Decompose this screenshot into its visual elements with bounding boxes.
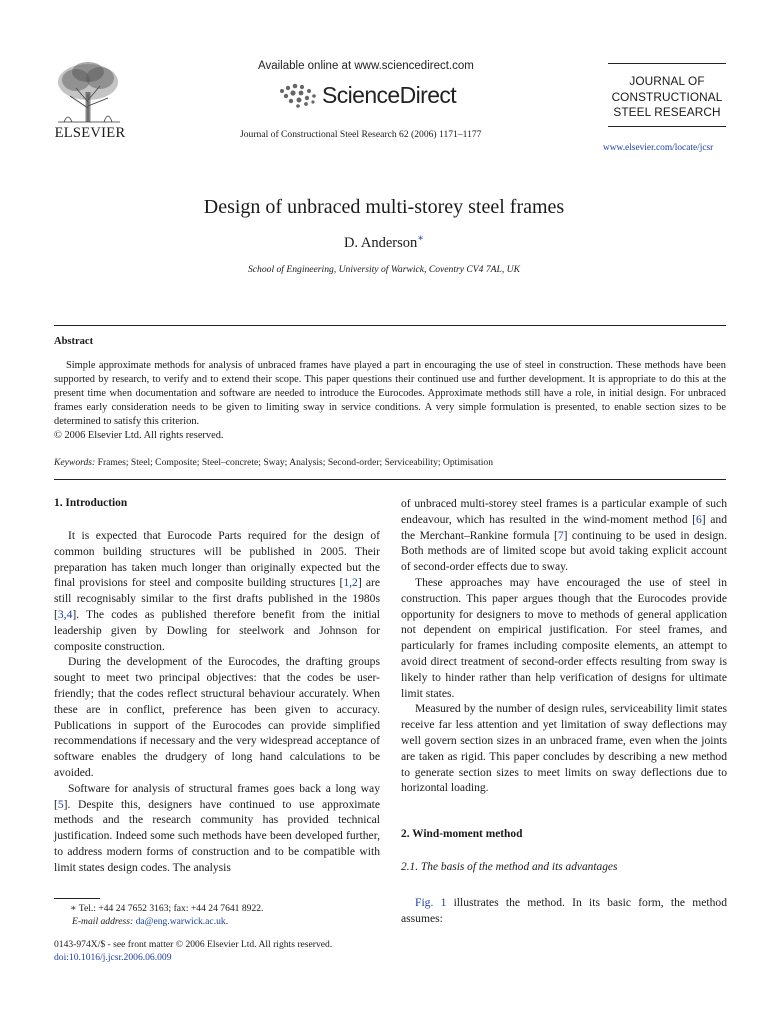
paragraph: Software for analysis of structural frames goes back a long way [5]. Despite this, designers have continued to use approximate methods and the research community has provided technical justification. Indeed some such methods have been developed further, to address modern forms of construction and to be compatible with limit states design codes. The analysis (54, 781, 380, 874)
email-tail: . (225, 916, 229, 927)
author-footnote-mark[interactable]: ∗ (417, 233, 425, 244)
section-heading-wind-moment: 2. Wind-moment method (401, 828, 523, 840)
paragraph: During the development of the Eurocodes, the drafting groups sought to meet two principal objectives: that the codes be user-friendly; that the codes reflect structural behaviour accurately. When these are in conflict, preference has been given to accuracy. Publications in support of the Eurocodes can provide simplified recommendations if necessary and the very widespread acceptance of software enables the drudgery of long hand calculations to be avoided. (54, 655, 380, 779)
abstract-heading: Abstract (54, 336, 94, 347)
author-affiliation: School of Engineering, University of Warwick, Coventry CV4 7AL, UK (248, 264, 520, 275)
doi-link[interactable]: doi:10.1016/j.jcsr.2006.06.009 (54, 952, 172, 963)
journal-reference: Journal of Constructional Steel Research 62 (2006) 1171–1177 (240, 129, 482, 140)
footnote-contact (54, 902, 263, 915)
left-column (54, 528, 380, 876)
abstract-copyright: © 2006 Elsevier Ltd. All rights reserved. (54, 430, 224, 441)
email-link[interactable]: da@eng.warwick.ac.uk (135, 916, 226, 927)
author-line (0, 233, 768, 252)
journal-url-link[interactable]: www.elsevier.com/locate/jcsr (603, 143, 714, 153)
front-matter (54, 938, 332, 964)
abstract-text: Simple approximate methods for analysis of unbraced frames have played a part in encouraging the use of steel in construction. These methods have been supported by research, to verify and to extend their scope. This paper questions their continued use and further development. It is appropriate to do this at the present time when documentation and software are needed to introduce the Eurocodes. Approximate methods still have a role, in initial design. For unbraced frames early consideration needs to be given to limiting sway in service conditions. A very simple formulation is presented, to enable section sizes to be determined to satisfy this criterion. (54, 360, 726, 427)
sciencedirect-dots-icon (278, 81, 320, 109)
journal-name-line: STEEL RESEARCH (613, 105, 721, 119)
paragraph: of unbraced multi-storey steel frames is a particular example of such endeavour, which has resulted in the wind-moment method [6] and the Merchant–Rankine formula [7] continuing to be used in design. Both methods are of limited scope but avoid taking explicit account of second-order effects due to sway. (401, 497, 727, 574)
footnote-divider (54, 898, 100, 899)
subsection-heading-basis: 2.1. The basis of the method and its advantages (401, 861, 618, 873)
email-label: E-mail address: (72, 916, 134, 927)
journal-name-box (608, 63, 726, 127)
divider-top (54, 325, 726, 326)
keywords-list: Frames; Steel; Composite; Steel–concrete; Sway; Analysis; Second-order; Serviceability; Optimisation (97, 457, 494, 468)
paragraph: It is expected that Eurocode Parts required for the design of common building structures will be published in 2005. Their preparation has taken much longer than originally expected but the final provisions for steel and composite building structures [1,2] are still recognisably similar to the first drafts published in the 1980s [3,4]. The codes as published therefore benefit from the initial leadership given by Dowling for steelwork and Johnson for composite construction. (54, 529, 381, 653)
footnote-phone: Tel.: +44 24 7652 3163; fax: +44 24 7641 8922. (76, 903, 264, 914)
paragraph: These approaches may have encouraged the use of steel in construction. This paper argues though that the Eurocodes provide opportunity for designers to move to methods of general application not dependent on empirical justification. For steel frames, and particularly for frames including composite elements, an attempt to avoid direct treatment of second-order effects resulting from sway is likely to hinder rather than help verification of designs for ultimate limit states. (401, 575, 727, 700)
paragraph: Measured by the number of design rules, serviceability limit states receive far less attention and yet limitation of sway deflections may well govern section sizes in an unbraced frame, even when the joints are taken as rigid. This paper concludes by describing a new method to generate section sizes to meet limits on sway deflections due to horizontal loading. (401, 702, 727, 795)
footnote-mark: ∗ (70, 903, 77, 914)
right-column-continued (401, 895, 727, 927)
sciencedirect-logo[interactable] (278, 80, 456, 110)
journal-name-line: JOURNAL OF (629, 74, 705, 88)
footnote-email-line (54, 915, 263, 928)
available-online-text[interactable]: Available online at www.sciencedirect.com (258, 60, 474, 72)
author-name: D. Anderson (343, 234, 418, 251)
paragraph-text: illustrates the method. In its basic form, the method assumes: (401, 896, 727, 925)
figure-1-link[interactable]: Fig. 1 (415, 896, 447, 909)
journal-name-line: CONSTRUCTIONAL (611, 89, 723, 104)
elsevier-wordmark: ELSEVIER (54, 125, 126, 141)
sciencedirect-wordmark: ScienceDirect (322, 81, 457, 108)
issn-line: 0143-974X/$ - see front matter © 2006 Elsevier Ltd. All rights reserved. (54, 939, 333, 950)
keywords (54, 457, 493, 468)
paragraph (401, 895, 727, 927)
elsevier-tree-icon (50, 58, 126, 124)
divider-bottom (54, 479, 726, 480)
keywords-label: Keywords: (54, 457, 96, 468)
elsevier-logo (50, 58, 130, 142)
footnote (54, 902, 263, 928)
section-heading-introduction: 1. Introduction (54, 497, 128, 509)
article-title: Design of unbraced multi-storey steel frames (203, 196, 565, 218)
right-column (401, 496, 727, 796)
